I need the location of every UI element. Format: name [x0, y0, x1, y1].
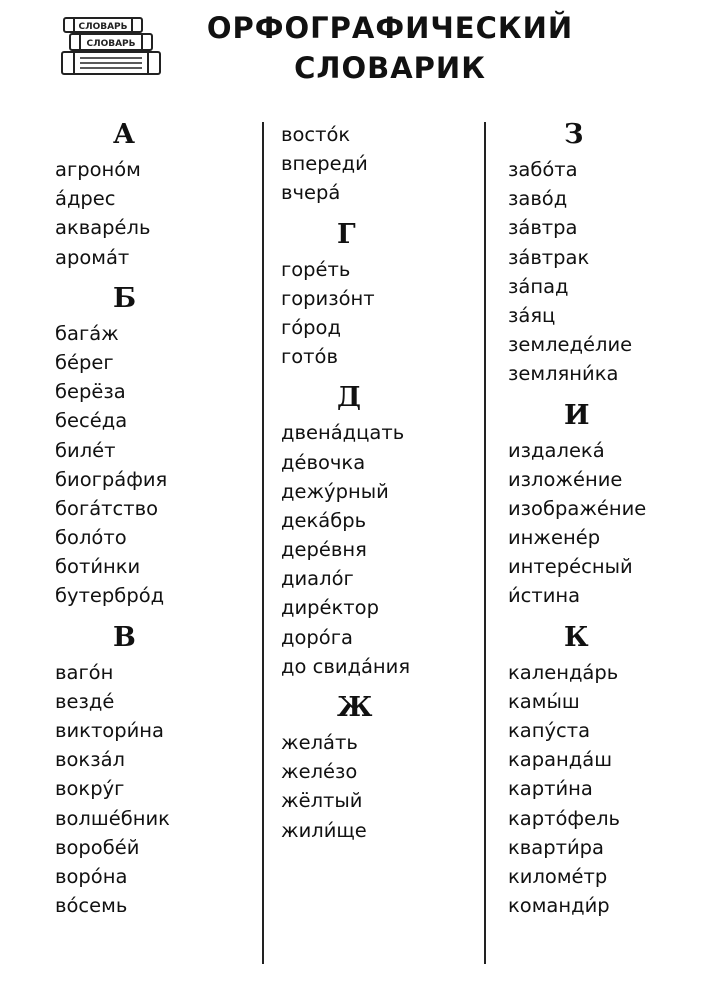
dictionary-column-1: [55, 120, 255, 932]
dictionary-word: интере́сный: [508, 555, 633, 579]
dictionary-word: бога́тство: [55, 496, 159, 520]
dictionary-word: за́яц: [508, 303, 556, 327]
dictionary-word: за́втра: [508, 216, 578, 240]
dictionary-word: впереди́: [281, 152, 368, 176]
dictionary-word: двена́дцать: [281, 421, 405, 445]
dictionary-word: дежу́рный: [281, 479, 389, 503]
dictionary-word: изложе́ние: [508, 467, 623, 491]
dictionary-word: доро́га: [281, 625, 353, 649]
dictionary-word: берёза: [55, 380, 126, 404]
dictionary-word: биле́т: [55, 438, 116, 462]
section-letter: Д: [337, 382, 362, 414]
dictionary-word: желе́зо: [281, 760, 358, 784]
dictionary-word: заво́д: [508, 187, 568, 211]
section-letter: Б: [113, 282, 137, 314]
dictionary-word: горизо́нт: [281, 286, 375, 310]
letter-section: [281, 120, 481, 208]
dictionary-word: кварти́ра: [508, 835, 604, 859]
dictionary-word: жёлтый: [281, 789, 363, 813]
dictionary-word: до свида́ния: [281, 654, 411, 678]
dictionary-word: жела́ть: [281, 731, 358, 754]
dictionary-word: бага́ж: [55, 321, 119, 345]
section-letter: Г: [337, 218, 356, 250]
letter-section: [281, 693, 481, 845]
dictionary-word: за́пад: [508, 274, 569, 298]
dictionary-word: боти́нки: [55, 555, 141, 579]
logo-label-bottom: СЛОВАРЬ: [86, 39, 136, 49]
dictionary-word: го́род: [281, 315, 341, 339]
dictionary-word: во́семь: [55, 894, 128, 918]
title-line-2: СЛОВАРИК: [294, 51, 486, 85]
section-letter: К: [564, 621, 589, 653]
dictionary-word: календа́рь: [508, 660, 619, 684]
dictionary-word: земледе́лие: [508, 333, 633, 357]
dictionary-word: воро́на: [55, 864, 128, 888]
dictionary-word: агроно́м: [55, 158, 141, 181]
dictionary-word: диало́г: [281, 567, 354, 591]
dictionary-column-3: [508, 120, 708, 932]
books-logo-icon: [60, 14, 164, 78]
dictionary-word: везде́: [55, 689, 115, 713]
letter-section: [508, 120, 708, 389]
dictionary-word: воробе́й: [55, 835, 140, 859]
dictionary-word: каранда́ш: [508, 748, 613, 772]
page-title: [180, 8, 600, 88]
dictionary-word: волше́бник: [55, 806, 170, 830]
dictionary-word: и́стина: [508, 584, 581, 608]
dictionary-word: вокза́л: [55, 748, 125, 772]
logo-label-top: СЛОВАРЬ: [78, 22, 128, 32]
dictionary-word: де́вочка: [281, 450, 366, 474]
dictionary-word: инжене́р: [508, 526, 601, 550]
column-divider-1: [262, 122, 264, 964]
dictionary-word: а́дрес: [55, 187, 116, 211]
letter-section: [508, 623, 708, 921]
dictionary-word: забо́та: [508, 158, 578, 181]
section-letter: З: [564, 119, 584, 150]
dictionary-word: бутербро́д: [55, 584, 165, 608]
column-divider-2: [484, 122, 486, 964]
dictionary-word: вокру́г: [55, 777, 125, 801]
dictionary-word: изображе́ние: [508, 496, 647, 520]
dictionary-word: дека́брь: [281, 508, 367, 532]
dictionary-word: горе́ть: [281, 257, 351, 281]
dictionary-word: земляни́ка: [508, 362, 619, 386]
dictionary-word: биогра́фия: [55, 467, 168, 491]
dictionary-word: команди́р: [508, 894, 610, 918]
dictionary-word: карти́на: [508, 777, 593, 801]
dictionary-word: камы́ш: [508, 689, 580, 713]
dictionary-word: капу́ста: [508, 719, 591, 742]
section-letter: А: [113, 119, 135, 150]
section-letter: В: [113, 621, 136, 653]
section-letter: Ж: [337, 692, 373, 723]
letter-section: [281, 220, 481, 372]
dictionary-word: гото́в: [281, 345, 338, 369]
letter-section: [55, 120, 255, 272]
dictionary-word: боло́то: [55, 526, 127, 550]
dictionary-column-2: [281, 120, 481, 857]
letter-section: [55, 623, 255, 921]
dictionary-word: бе́рег: [55, 350, 114, 374]
dictionary-word: жили́ще: [281, 818, 367, 842]
dictionary-word: карто́фель: [508, 806, 621, 830]
letter-section: [508, 401, 708, 611]
letter-section: [55, 284, 255, 611]
dictionary-word: ваго́н: [55, 660, 114, 684]
dictionary-word: за́втрак: [508, 245, 590, 269]
dictionary-word: издалека́: [508, 438, 605, 462]
dictionary-word: вчера́: [281, 181, 341, 205]
dictionary-word: бесе́да: [55, 409, 128, 433]
dictionary-word: арома́т: [55, 245, 130, 269]
dictionary-word: киломе́тр: [508, 864, 608, 888]
dictionary-word: дере́вня: [281, 538, 367, 562]
section-letter: И: [564, 399, 590, 431]
title-line-1: ОРФОГРАФИЧЕСКИЙ: [206, 11, 574, 45]
dictionary-word: восто́к: [281, 123, 351, 146]
dictionary-word: дире́ктор: [281, 596, 379, 620]
dictionary-word: виктори́на: [55, 719, 164, 742]
letter-section: [281, 383, 481, 681]
dictionary-word: акваре́ль: [55, 216, 151, 240]
